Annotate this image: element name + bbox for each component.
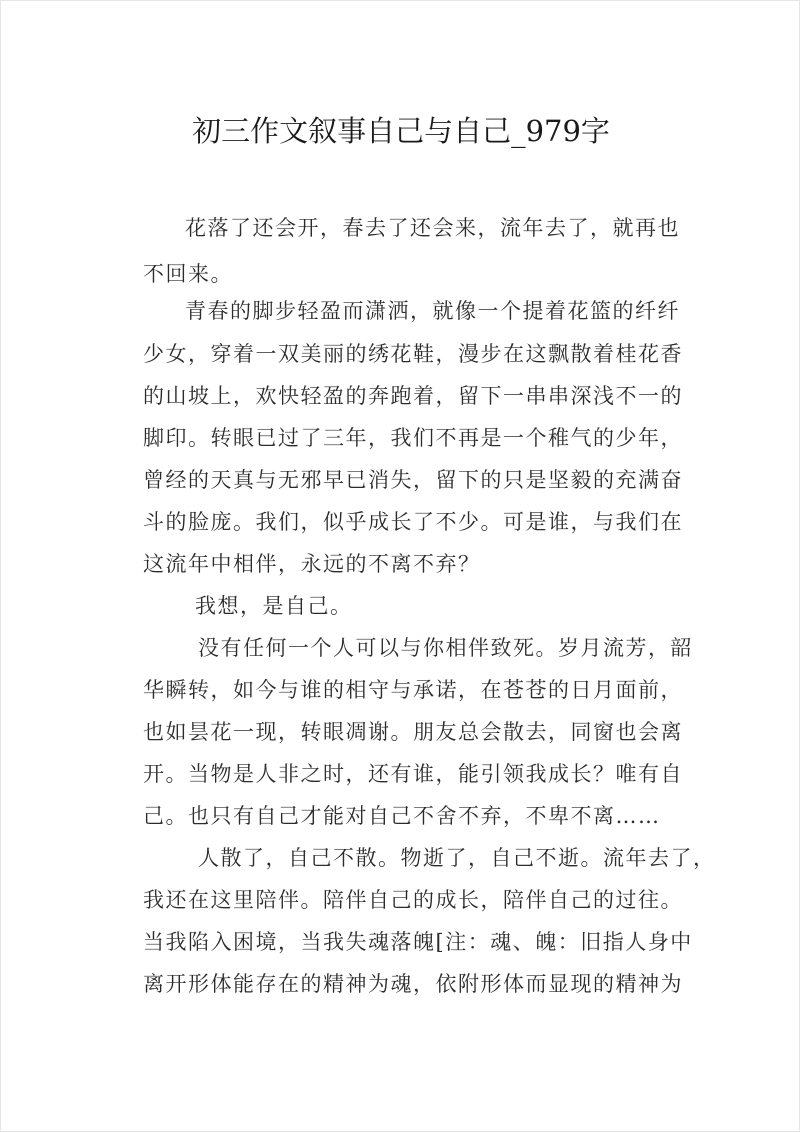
text-line: 人散了，自己不散。物逝了，自己不逝。流年去了， [198,846,716,870]
text-line: 青春的脚步轻盈而潇洒，就像一个提着花篮的纤纤 [185,299,680,323]
text-line: 斗的脸庞。我们，似乎成长了不少。可是谁，与我们在 [143,510,683,534]
text-line: 开。当物是人非之时，还有谁，能引领我成长？唯有自 [143,762,683,786]
text-line: 也如昙花一现，转眼凋谢。朋友总会散去，同窗也会离 [143,720,683,744]
text-line: 己。也只有自己才能对自己不舍不弃，不卑不离…… [143,804,661,828]
text-line: 曾经的天真与无邪早已消失，留下的只是坚毅的充满奋 [143,468,683,492]
text-line: 花落了还会开，春去了还会来，流年去了，就再也 [185,216,680,240]
text-line: 我想，是自己。 [195,594,353,618]
text-line: 的山坡上，欢快轻盈的奔跑着，留下一串串深浅不一的 [143,384,683,408]
text-line: 脚印。转眼已过了三年，我们不再是一个稚气的少年， [143,426,683,450]
text-line: 这流年中相伴，永远的不离不弃？ [143,552,481,576]
text-line: 我还在这里陪伴。陪伴自己的成长，陪伴自己的过往。 [143,888,683,912]
text-line: 华瞬转，如今与谁的相守与承诺，在苍苍的日月面前， [143,678,683,702]
document-title: 初三作文叙事自己与自己_979字 [192,114,610,148]
text-line: 不回来。 [143,262,233,286]
text-line: 少女，穿着一双美丽的绣花鞋，漫步在这飘散着桂花香 [143,342,683,366]
text-line: 离开形体能存在的精神为魂，依附形体而显现的精神为 [143,972,683,996]
text-line: 当我陷入困境，当我失魂落魄[注：魂、魄：旧指人身中 [143,930,693,954]
text-line: 没有任何一个人可以与你相伴致死。岁月流芳，韶 [198,636,693,660]
